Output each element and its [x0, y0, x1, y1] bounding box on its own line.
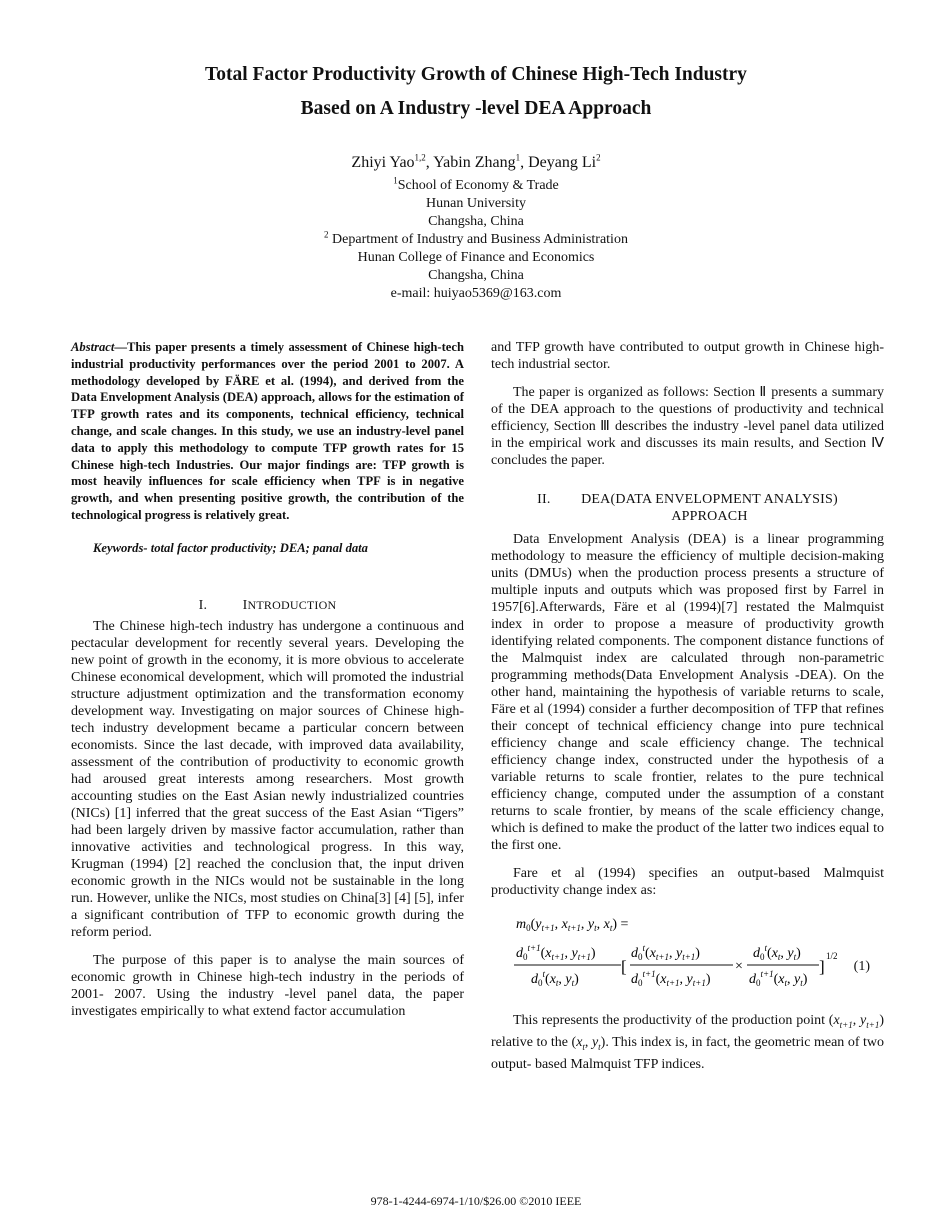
svg-text:d0t+1(xt+1, yt+1): $d_0^{t+1}(x_{t+1}$, $y_{t+1}$): [516, 943, 596, 962]
paper-title: [0, 58, 952, 126]
intro-paragraph-1: The Chinese high-tech industry has undergone a continuous and pectacular development for recently several years. Developing the new point of growth in the economy, it is more obvious to accelerate Chinese economical development, which will promoted the industrial structure adjustment optimization and the transformation economy development way. Investigating on major sources of Chinese high-tech industry development became a particular concern between economists. Since the last decade, with improved data availability, assessment of the contribution of productivity to economic growth had aroused great interests among researchers. Most growth accounting studies on the East Asian newly industrialized countries (NICs) [1] inferred that the great success of the East Asian “Tigers” had been largely driven by massive factor accumulation, rather than innovative activities and technological progress. In this way, Krugman (1994) [2] reached the conclusion that, the input driven economic growth in the NICs would not be sustainable in the long run. However, unlike the NICs, most studies on China[3] [4] [5], infer a significant contribution of TFP to economic growth during the reform period.: [71, 618, 464, 940]
malmquist-equation-graphic: [513, 910, 853, 1002]
svg-text:×: ×: [735, 959, 743, 974]
affiliation-2-mark: 2: [324, 229, 329, 240]
affiliation-line-3: Changsha, China: [428, 214, 524, 229]
intro-paragraph-2: The purpose of this paper is to analyse the main sources of economic growth in Chinese high-tech industry in the periods of 2001- 2007. Using the industry -level panel data, the paper investigates empirically to what extend factor accumulation: [71, 952, 464, 1019]
abstract-text: —This paper presents a timely assessment of Chinese high-tech industrial productivity performances over the period 2001 to 2007. A methodology developed by FÄRE et al. (1994), and derived from the Data Envelopment Analysis (DEA) approach, allows for the estimation of TFP growth rates and its components, technical efficiency, technical change, and scale changes. In this study, we use an industry-level panel data to apply this methodology to compute TFP growth rates for 15 Chinese high-tech Industries. Our major findings are: TFP growth is most heavily influences for scale efficiency when TPF is in negative growth, and when presenting positive growth, the contribution of the technological progress is relatively great.: [71, 340, 464, 522]
svg-text:]: ]: [819, 957, 825, 976]
author-3-affil: 2: [596, 152, 601, 163]
title-line-1: Total Factor Productivity Growth of Chinese High-Tech Industry: [205, 64, 747, 85]
left-column: [71, 339, 464, 1031]
affiliation-1-school: School of Economy & Trade: [397, 178, 559, 193]
affiliation-line-2: Hunan University: [426, 196, 526, 211]
affiliation-2-dept: Department of Industry and Business Administration: [328, 232, 628, 247]
author-list: [0, 152, 952, 174]
affiliation-line-4: [0, 231, 952, 249]
right-column: [491, 339, 884, 1084]
section-number: II.: [537, 492, 551, 507]
svg-text:d0t+1(xt, yt): $d_0^{t+1}(x_t$, $y_t$): [749, 969, 808, 988]
affiliation-line-1: [0, 177, 952, 195]
author-2-name: , Yabin Zhang: [425, 154, 516, 171]
keywords: Keywords- total factor productivity; DEA; panal data: [93, 540, 368, 555]
author-1-affil: 1,2: [414, 152, 426, 163]
svg-text:d0t(xt, yt): $d_0^t(x_t$, $y_t$): [531, 969, 579, 988]
affiliations: [0, 177, 952, 303]
section-title-rest: NTRODUCTION: [247, 597, 337, 612]
equation-number: (1): [853, 959, 870, 974]
svg-text:m0(yt+1, xt+1, yt, xt) =: $m_0(y_{t+1}$, $x_{t+1}$, $y_t$, $x_t$) =: [516, 917, 629, 933]
section-number: I.: [198, 597, 208, 613]
dea-paragraph-3-middle: ) relative to the (: [491, 1013, 885, 1050]
point-t1-x: x: [833, 1013, 840, 1028]
svg-text:1/2: 1/2: [826, 951, 838, 961]
section-title: DEA(DATA ENVELOPMENT ANALYSIS): [581, 492, 838, 507]
section-heading-dea: [491, 491, 884, 525]
abstract: [71, 339, 464, 524]
affiliation-line-5: Hunan College of Finance and Economics: [357, 250, 595, 265]
svg-text:d0t(xt, yt): $d_0^t(x_t$, $y_t$): [753, 943, 801, 962]
svg-text:d0t(xt+1, yt+1): $d_0^t(x_{t+1}$, $y_{t+1}$): [631, 943, 700, 962]
equation-1: [491, 910, 884, 1002]
section-title-line-2: APPROACH: [671, 509, 748, 524]
dea-paragraph-3-start: This represents the productivity of the production point (: [513, 1013, 834, 1028]
dea-paragraph-2: Fare et al (1994) specifies an output-based Malmquist productivity change index as:: [491, 866, 884, 898]
organization-paragraph: The paper is organized as follows: Section Ⅱ presents a summary of the DEA approach to the questions of productivity and technical efficiency, Section Ⅲ describes the industry -level panel data utilized in the empirical work and discusses its main results, and Section Ⅳ concludes the paper.: [491, 385, 884, 468]
author-3-name: , Deyang Li: [520, 154, 597, 171]
author-1-name: Zhiyi Yao: [351, 154, 415, 171]
author-email: e-mail: huiyao5369@163.com: [390, 286, 562, 301]
section-title-first: I: [242, 597, 248, 613]
dea-paragraph-3-end: ). This index is, in fact, the geometric mean of two output- based Malmquist TFP indices.: [491, 1034, 884, 1072]
affiliation-line-6: Changsha, China: [428, 268, 524, 283]
abstract-lead: Abstract: [71, 340, 115, 354]
section-heading-introduction: [71, 597, 464, 614]
title-line-2: Based on A Industry -level DEA Approach: [300, 98, 652, 119]
dea-paragraph-1: Data Envelopment Analysis (DEA) is a linear programming methodology to measure the efficiency of multiple decision-making units (DMUs) when the production process presents a structure of multiple inputs and outputs which was proposed first by Farrel in 1957[6].Afterwards, Färe et al (1994)[7] restated the Malmquist index in order to propose a measure of productivity growth identifying related components. The component distance functions of the Malmquist index are calculated through non-parametric programming methods(Data Envelopment Analysis -DEA). On the other hand, maintaining the hypothesis of variable returns to scale, Färe et al (1994) consider a further decomposition of TFP that refines their concept of technical efficiency change into pure technical efficiency change and scale efficiency change. The technical efficiency change index, constructed under the hypothesis of a variable returns to scale frontier, relates to the pure technical efficiency change, computed under the assumption of a constant returns to scale frontier, by means of the scale efficiency change, which is defined to make the product of the latter two indices equal to the first one.: [491, 532, 884, 853]
author-2-affil: 1: [515, 152, 521, 163]
copyright-footer: 978-1-4244-6974-1/10/$26.00 ©2010 IEEE: [370, 1194, 582, 1208]
dea-paragraph-3: This represents the productivity of the production point ($x_{t+1}$, $y_{t+1}$) relative to the ($x_t$, $y_t$). This index is, in fact, the geometric mean of two output- based Malmquist TFP indices.: [491, 1013, 885, 1072]
svg-text:[: [: [621, 957, 627, 976]
svg-text:d0t+1(xt+1, yt+1): $d_0^{t+1}(x_{t+1}$, $y_{t+1}$): [631, 969, 711, 988]
affiliation-1-mark: 1: [393, 175, 398, 186]
right-paragraph-continued: and TFP growth have contributed to output growth in Chinese high-tech industrial sector.: [491, 340, 884, 372]
